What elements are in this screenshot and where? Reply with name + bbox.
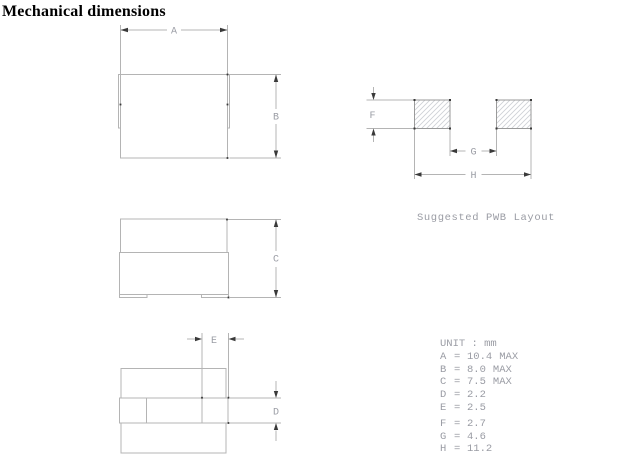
pad-corner-dot	[496, 128, 498, 130]
equals-sign: =	[454, 401, 461, 414]
dim-value: 2.7	[467, 417, 486, 430]
top-view-left-terminal	[119, 75, 121, 129]
side-view-left-foot	[120, 295, 148, 298]
arrowhead-left	[121, 28, 129, 32]
arrowhead-up	[371, 129, 375, 136]
dim-name: G	[440, 430, 447, 443]
arrowhead-down	[274, 290, 278, 298]
dim-value: 8.0	[467, 363, 486, 376]
dimension-a	[121, 25, 228, 75]
equals-sign: =	[454, 376, 461, 389]
endpoint-dot	[120, 104, 122, 106]
dim-label-e: E	[210, 336, 218, 347]
pwb-left-pad	[415, 100, 451, 129]
side-view-lid	[121, 219, 228, 253]
legend-row-b	[440, 364, 518, 377]
pad-corner-dot	[530, 99, 532, 101]
equals-sign: =	[454, 363, 461, 376]
dim-label-d: D	[272, 407, 280, 419]
dimension-b	[230, 75, 282, 159]
top-view	[119, 75, 230, 159]
endpoint-dot	[227, 157, 229, 159]
dim-name: E	[440, 401, 447, 414]
legend-row-g	[440, 431, 518, 444]
dim-name: A	[440, 350, 447, 363]
dim-name: B	[440, 363, 447, 376]
arrowhead-up	[274, 220, 278, 228]
arrowhead-up	[274, 75, 278, 83]
equals-sign: =	[454, 350, 461, 363]
arrowhead-down	[371, 93, 375, 100]
dimension-f	[367, 87, 414, 142]
arrowhead-right	[195, 337, 202, 341]
legend-unit-row	[440, 338, 518, 351]
dim-label-a: A	[170, 26, 178, 38]
page-title: Mechanical dimensions	[2, 3, 166, 20]
side-view	[120, 219, 229, 298]
side-view-body	[120, 253, 229, 295]
dim-name: F	[440, 417, 447, 430]
bottom-view-lower	[121, 423, 226, 453]
arrowhead-left	[415, 172, 422, 176]
dim-label-f: F	[369, 111, 376, 122]
pwb-layout	[415, 100, 532, 129]
arrowhead-up	[274, 423, 278, 430]
bottom-view-upper	[121, 369, 226, 399]
arrowhead-left	[229, 337, 236, 341]
endpoint-dot	[227, 74, 229, 76]
legend-row-e	[440, 402, 518, 415]
endpoint-dot	[226, 219, 228, 221]
dim-value: 2.2	[467, 389, 486, 402]
bottom-view-terminal-band	[120, 398, 229, 423]
dim-label-c: C	[272, 254, 280, 266]
dim-value: 7.5	[467, 376, 486, 389]
arrowhead-down	[274, 151, 278, 159]
pad-corner-dot	[449, 128, 451, 130]
endpoint-dot	[201, 397, 203, 399]
equals-sign: =	[454, 389, 461, 402]
legend-row-a	[440, 351, 518, 364]
pwb-right-pad	[497, 100, 532, 129]
bottom-view	[120, 369, 229, 454]
endpoint-dot	[228, 397, 230, 399]
dim-value: 2.5	[467, 401, 486, 414]
dimension-c	[228, 220, 281, 298]
dimension-legend	[440, 338, 518, 456]
dim-name: C	[440, 376, 447, 389]
equals-sign: =	[454, 430, 461, 443]
pad-corner-dot	[530, 128, 532, 130]
dimension-g	[450, 130, 497, 159]
endpoint-dot	[227, 104, 229, 106]
pad-corner-dot	[414, 99, 416, 101]
legend-row-c	[440, 376, 518, 389]
arrowhead-left	[450, 149, 457, 153]
arrowhead-right	[220, 28, 228, 32]
equals-sign: =	[454, 443, 461, 456]
pad-corner-dot	[414, 128, 416, 130]
legend-row-h	[440, 443, 518, 456]
top-view-right-terminal	[228, 75, 230, 129]
dim-label-h: H	[470, 171, 477, 182]
top-view-body	[121, 75, 228, 159]
dim-name: H	[440, 443, 447, 456]
legend-row-d	[440, 389, 518, 402]
dim-label-b: B	[272, 112, 280, 124]
dim-name: D	[440, 389, 447, 402]
side-view-right-foot	[202, 295, 229, 298]
dim-value: 4.6	[467, 430, 486, 443]
pad-corner-dot	[496, 99, 498, 101]
dim-value: 10.4	[467, 350, 493, 363]
dim-qualifier: MAX	[492, 376, 512, 389]
dimension-d	[230, 381, 281, 441]
arrowhead-right	[524, 172, 531, 176]
endpoint-dot	[228, 422, 230, 424]
dimension-e	[187, 333, 244, 397]
dim-qualifier: MAX	[492, 363, 512, 376]
arrowhead-down	[274, 391, 278, 398]
endpoint-dot	[228, 297, 230, 299]
legend-row-f	[440, 418, 518, 431]
equals-sign: =	[454, 417, 461, 430]
pad-corner-dot	[449, 99, 451, 101]
dim-label-g: G	[470, 147, 477, 159]
unit-label: UNIT : mm	[440, 338, 497, 350]
dim-value: 11.2	[467, 443, 493, 456]
dim-qualifier: MAX	[499, 350, 519, 363]
pwb-caption: Suggested PWB Layout	[417, 212, 556, 224]
arrowhead-right	[490, 149, 497, 153]
